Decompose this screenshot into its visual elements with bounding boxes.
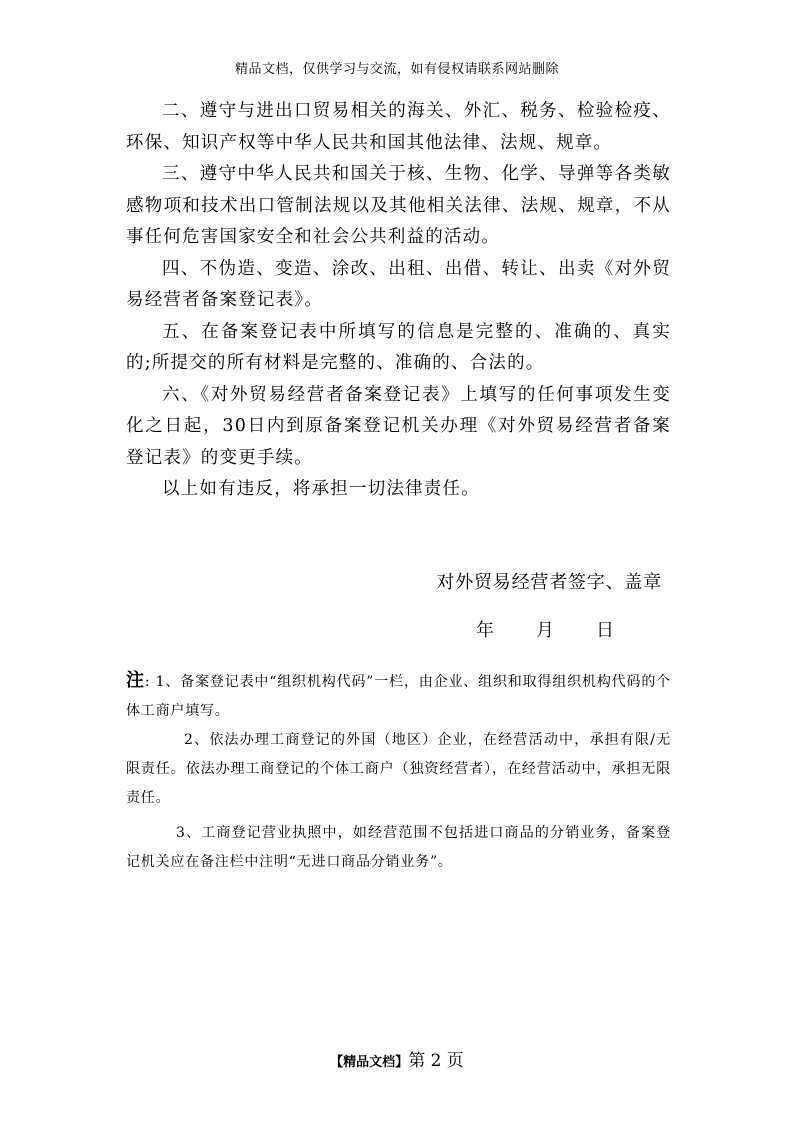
page-footer (0, 1046, 794, 1071)
paragraph-5: 五、在备案登记表中所填写的信息是完整的、准确的、真实的;所提交的所有材料是完整的、准确的、合法的。 (126, 321, 671, 373)
footer-doc-label: 【精品文档】 (330, 1055, 409, 1070)
note-item-3: 3、工商登记营业执照中，如经营范围不包括进口商品的分销业务，备案登记机关应在备注栏中注明“无进口商品分销业务”。 (126, 825, 671, 870)
paragraph-6: 六、《对外贸易经营者备案登记表》上填写的任何事项发生变化之日起，30日内到原备案登记机关办理《对外贸易经营者备案登记表》的变更手续。 (126, 384, 671, 468)
header-note: 精品文档，仅供学习与交流，如有侵权请联系网站删除 (234, 62, 559, 77)
commitment-body (126, 96, 671, 506)
notes-colon: : (144, 674, 151, 690)
date-year: 年 (476, 620, 494, 641)
notes-label: 注 (126, 670, 145, 691)
note-item-1-text: 1、备案登记表中“组织机构代码”一栏，由企业、组织和取得组织机构代码的个体工商户填写。 (126, 674, 671, 719)
paragraph-4: 四、不伪造、变造、涂改、出租、出借、转让、出卖《对外贸易经营者备案登记表》。 (126, 258, 671, 310)
paragraph-3: 三、遵守中华人民共和国关于核、生物、化学、导弹等各类敏感物项和技术出口管制法规以及其他相关法律、法规、规章，不从事任何危害国家安全和社会公共利益的活动。 (126, 164, 671, 247)
date-month: 月 (536, 620, 554, 641)
notes-section (126, 666, 671, 877)
date-line (476, 616, 614, 642)
page-number: 第 2 页 (408, 1051, 464, 1071)
note-item-2: 2、依法办理工商登记的外国（地区）企业，在经营活动中，承担有限/无限责任。依法办理工商登记的个体工商户（独资经营者），在经营活动中，承担无限责任。 (126, 732, 671, 806)
paragraph-2: 二、遵守与进出口贸易相关的海关、外汇、税务、检验检疫、环保、知识产权等中华人民共和国其他法律、法规、规章。 (126, 101, 671, 153)
date-day: 日 (596, 620, 614, 641)
note-item-1 (126, 666, 671, 726)
signature-label: 对外贸易经营者签字、盖章 (436, 572, 662, 593)
liability-statement: 以上如有违反，将承担一切法律责任。 (162, 479, 480, 499)
